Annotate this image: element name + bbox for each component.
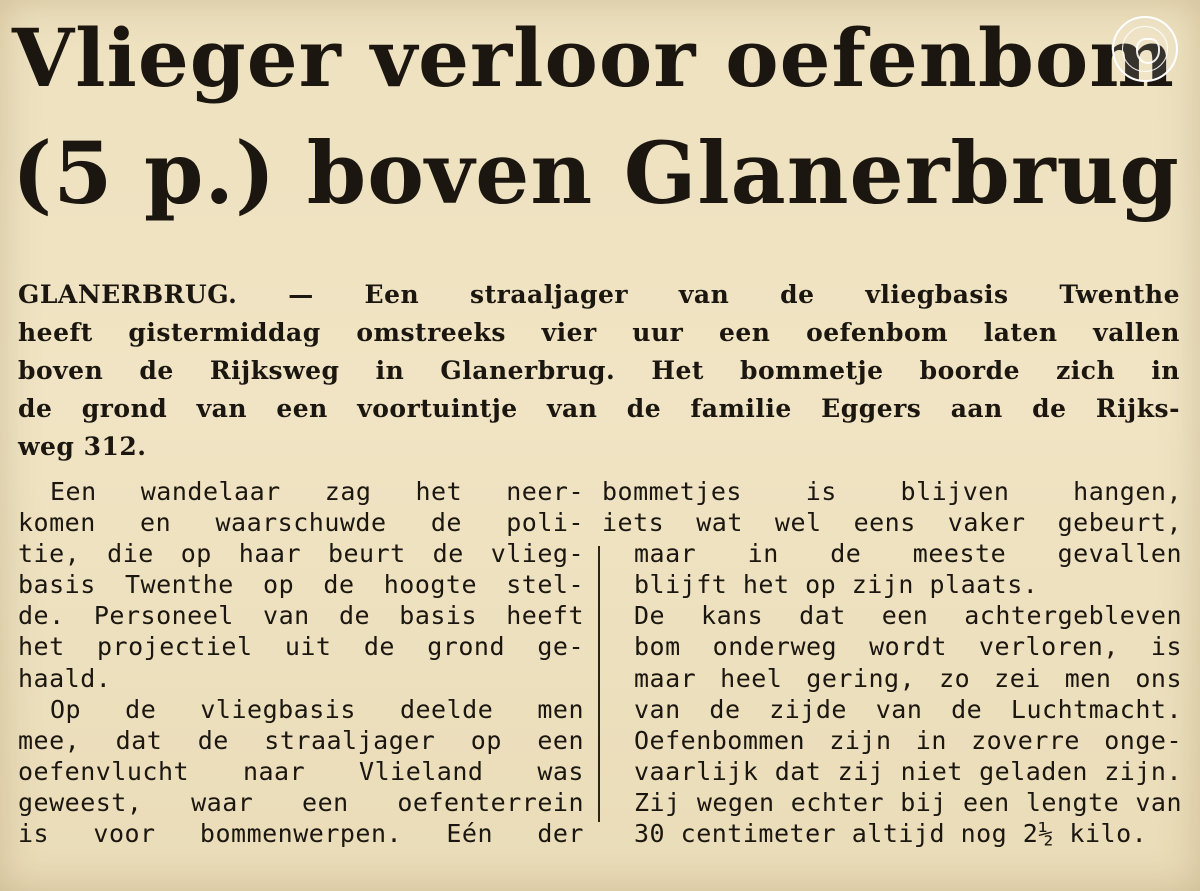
body-line: Oefenbommen zijn in zoverre onge-: [634, 725, 1182, 755]
lead-line: weg 312.: [18, 432, 147, 461]
body-line: Een wandelaar zag het neer-: [50, 477, 584, 506]
body-line: mee, dat de straaljager op een: [18, 725, 584, 755]
body-line: het projectiel uit de grond ge-: [18, 632, 584, 662]
body-column-left: [18, 476, 584, 849]
body-line: bom onderweg wordt verloren, is: [634, 632, 1182, 662]
body-line: is voor bommenwerpen. Eén der: [18, 819, 584, 849]
body-line: vaarlijk dat zij niet geladen zijn.: [634, 756, 1182, 786]
column-divider: [598, 546, 600, 822]
archive-seal-icon: [1112, 16, 1178, 82]
body-line: De kans dat een achtergebleven: [634, 601, 1182, 631]
lead-line: heeft gistermiddag omstreeks vier uur een oefenbom laten vallen: [18, 318, 1180, 347]
body-line: de. Personeel van de basis heeft: [18, 601, 584, 631]
body-line: geweest, waar een oefenterrein: [18, 787, 584, 817]
body-line: oefenvlucht naar Vlieland was: [18, 756, 584, 786]
body-line: iets wat wel eens vaker gebeurt,: [602, 508, 1182, 538]
body-column-right: [602, 476, 1182, 849]
lead-line: GLANERBRUG. — Een straaljager van de vliegbasis Twenthe: [18, 280, 1180, 309]
body-line: komen en waarschuwde de poli-: [18, 508, 584, 538]
body-line: Op de vliegbasis deelde men: [50, 694, 584, 724]
body-line: blijft het op zijn plaats.: [634, 570, 1039, 600]
body-line: van de zijde van de Luchtmacht.: [634, 694, 1182, 724]
lead-paragraph: [18, 276, 1180, 466]
body-line: 30 centimeter altijd nog 2½ kilo.: [634, 819, 1148, 849]
body-line: maar heel gering, zo zei men ons: [634, 663, 1182, 693]
body-line: tie, die op haar beurt de vlieg-: [18, 539, 584, 569]
body-line: haald.: [18, 663, 112, 693]
lead-line: de grond van een voortuintje van de familie Eggers aan de Rijks-: [18, 394, 1180, 423]
body-line: Zij wegen echter bij een lengte van: [634, 787, 1182, 817]
headline-line-2: (5 p.) boven Glanerbrug: [12, 124, 1180, 224]
lead-line: boven de Rijksweg in Glanerbrug. Het bommetje boorde zich in: [18, 356, 1180, 385]
body-line: basis Twenthe op de hoogte stel-: [18, 570, 584, 600]
body-line: maar in de meeste gevallen: [634, 539, 1182, 569]
body-line: bommetjes is blijven hangen,: [602, 477, 1182, 506]
headline-line-1: Vlieger verloor oefenbom: [12, 11, 1175, 105]
